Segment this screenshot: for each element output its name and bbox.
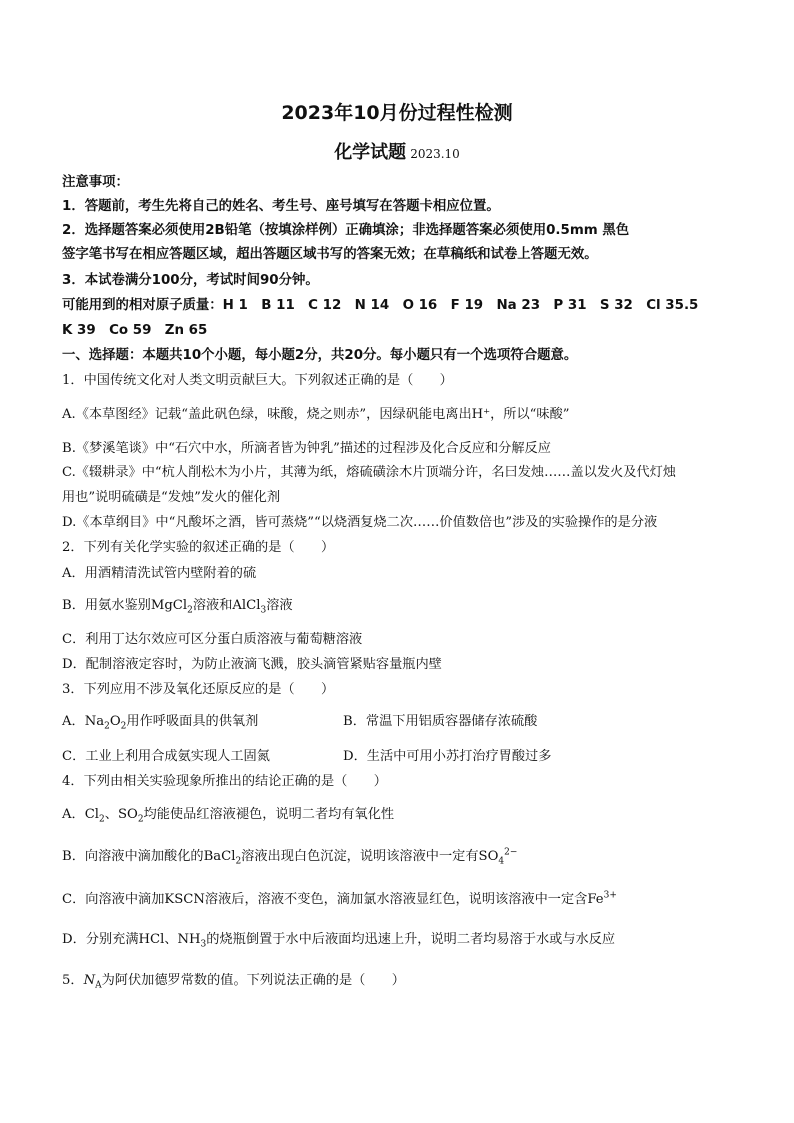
- section-1-heading: 一、选择题：本题共10个小题，每小题2分，共20分。每小题只有一个选项符合题意。: [62, 348, 578, 363]
- q1-option-a: A.《本草图经》记载“盖此矾色绿，味酸，烧之则赤”，因绿矾能电离出H⁺，所以“味酸”: [62, 407, 570, 422]
- q4-b-sub-2: 4: [498, 856, 505, 867]
- q4-option-a-suffix: 均能使品红溶液褪色，说明二者均有氧化性: [143, 807, 395, 822]
- subject-label: 化学试题: [334, 142, 407, 163]
- q2-option-c: C．利用丁达尔效应可区分蛋白质溶液与葡萄糖溶液: [62, 632, 363, 647]
- q4-a-sub-2: 2: [137, 814, 144, 825]
- q4-option-d-suffix: 的烧瓶倒置于水中后液面均迅速上升，说明二者均易溶于水或与水反应: [206, 932, 616, 947]
- q3-stem: 3．下列应用不涉及氧化还原反应的是（ ）: [62, 682, 335, 697]
- q1-stem: 1．中国传统文化对人类文明贡献巨大。下列叙述正确的是（ ）: [62, 373, 453, 388]
- q4-d-sub: 3: [200, 939, 207, 950]
- q1-option-b: B.《梦溪笔谈》中“石穴中水，所滴者皆为钟乳”描述的过程涉及化合反应和分解反应: [62, 441, 551, 456]
- q4-b-sub-1: 2: [235, 856, 242, 867]
- exam-subtitle: [0, 138, 794, 164]
- q3-formula-na: Na: [84, 714, 105, 729]
- exam-date: 2023.10: [410, 147, 460, 161]
- notice-item-1: 1．答题前，考生先将自己的姓名、考生号、座号填写在答题卡相应位置。: [62, 199, 500, 214]
- q4-c-sup: 3+: [603, 890, 617, 901]
- atomic-masses-line-2: K 39 Co 59 Zn 65: [62, 323, 208, 338]
- q1-option-c-line-1: C.《辍耕录》中“杭人削松木为小片，其薄为纸，熔硫磺涂木片顶端分许，名曰发烛……盖以发火及代灯烛: [62, 465, 676, 480]
- q4-option-c-text: C．向溶液中滴加KSCN溶液后，溶液不变色，滴加氯水溶液显红色，说明该溶液中一定含Fe: [62, 892, 604, 907]
- q5-stem-prefix: 5．: [62, 973, 84, 988]
- q4-option-a-prefix: A．Cl: [62, 807, 100, 822]
- q3-formula-sub-1: 2: [104, 721, 110, 732]
- q2-formula-alcl3-sub: 3: [260, 605, 267, 616]
- q4-option-d-prefix: D．分别充满HCl、NH: [62, 932, 201, 947]
- q4-option-b-prefix: B．向溶液中滴加酸化的BaCl: [62, 849, 236, 864]
- q4-option-a: [62, 806, 738, 824]
- exam-title: 2023年10月份过程性检测: [281, 102, 513, 124]
- q2-option-b: [62, 597, 738, 615]
- q2-formula-mgcl2: MgCl: [150, 598, 188, 613]
- q4-b-sup: 2−: [504, 847, 518, 858]
- q2-option-b-mid: 溶液和: [192, 598, 233, 613]
- q4-option-c: [62, 891, 738, 909]
- q4-option-a-mid: 、SO: [104, 807, 138, 822]
- q3-option-d: D．生活中可用小苏打治疗胃酸过多: [343, 749, 552, 764]
- q2-option-b-suffix: 溶液: [266, 598, 293, 613]
- q1-option-d: D.《本草纲目》中“凡酸坏之酒，皆可蒸烧”“以烧酒复烧二次……价值数倍也”涉及的实验操作的是分液: [62, 515, 658, 530]
- q3-option-a-prefix: A．: [62, 714, 85, 729]
- q5-stem: [62, 972, 738, 990]
- q3-option-b: B．常温下用铝质容器储存浓硫酸: [343, 714, 538, 729]
- q5-avogadro-sub: A: [95, 980, 102, 991]
- notice-item-2-line-2: 签字笔书写在相应答题区域，超出答题区域书写的答案无效；在草稿纸和试卷上答题无效。: [62, 247, 598, 262]
- q2-option-a: A．用酒精清洗试管内壁附着的硫: [62, 566, 257, 581]
- q2-option-b-prefix: B．用氨水鉴别: [62, 598, 151, 613]
- q4-option-b-mid: 溶液出现白色沉淀，说明该溶液中一定有SO: [241, 849, 499, 864]
- notice-heading: 注意事项：: [62, 175, 129, 190]
- q5-stem-suffix: 为阿伏加德罗常数的值。下列说法正确的是（ ）: [101, 973, 405, 988]
- q3-option-a-suffix: 用作呼吸面具的供氧剂: [126, 714, 259, 729]
- q3-options-row-1: [62, 713, 738, 731]
- notice-item-3: 3．本试卷满分100分，考试时间90分钟。: [62, 273, 319, 288]
- q5-avogadro-symbol: N: [83, 973, 96, 988]
- q3-formula-sub-2: 2: [120, 721, 127, 732]
- atomic-masses-line-1: 可能用到的相对原子质量：H 1 B 11 C 12 N 14 O 16 F 19 Na 23 P 31 S 32 Cl 35.5: [62, 298, 699, 313]
- q4-a-sub-1: 2: [99, 814, 105, 825]
- q2-formula-mgcl2-sub: 2: [187, 605, 193, 616]
- q3-option-c: C．工业上利用合成氨实现人工固氮: [62, 749, 270, 764]
- q3-formula-o: O: [109, 714, 121, 729]
- q2-formula-alcl3: AlCl: [232, 598, 261, 613]
- q2-stem: 2．下列有关化学实验的叙述正确的是（ ）: [62, 540, 335, 555]
- q3-option-a: [62, 714, 259, 732]
- q1-option-c-line-2: 用也”说明硫磺是“发烛”发火的催化剂: [62, 490, 281, 505]
- q3-options-row-2: [62, 748, 738, 766]
- q2-option-d: D．配制溶液定容时，为防止液滴飞溅，胶头滴管紧贴容量瓶内壁: [62, 657, 442, 672]
- q4-stem: 4．下列由相关实验现象所推出的结论正确的是（ ）: [62, 774, 387, 789]
- q4-option-d: [62, 931, 738, 949]
- q4-option-b: [62, 848, 738, 866]
- notice-item-2-line-1: 2．选择题答案必须使用2B铅笔（按填涂样例）正确填涂；非选择题答案必须使用0.5mm 黑色: [62, 223, 630, 238]
